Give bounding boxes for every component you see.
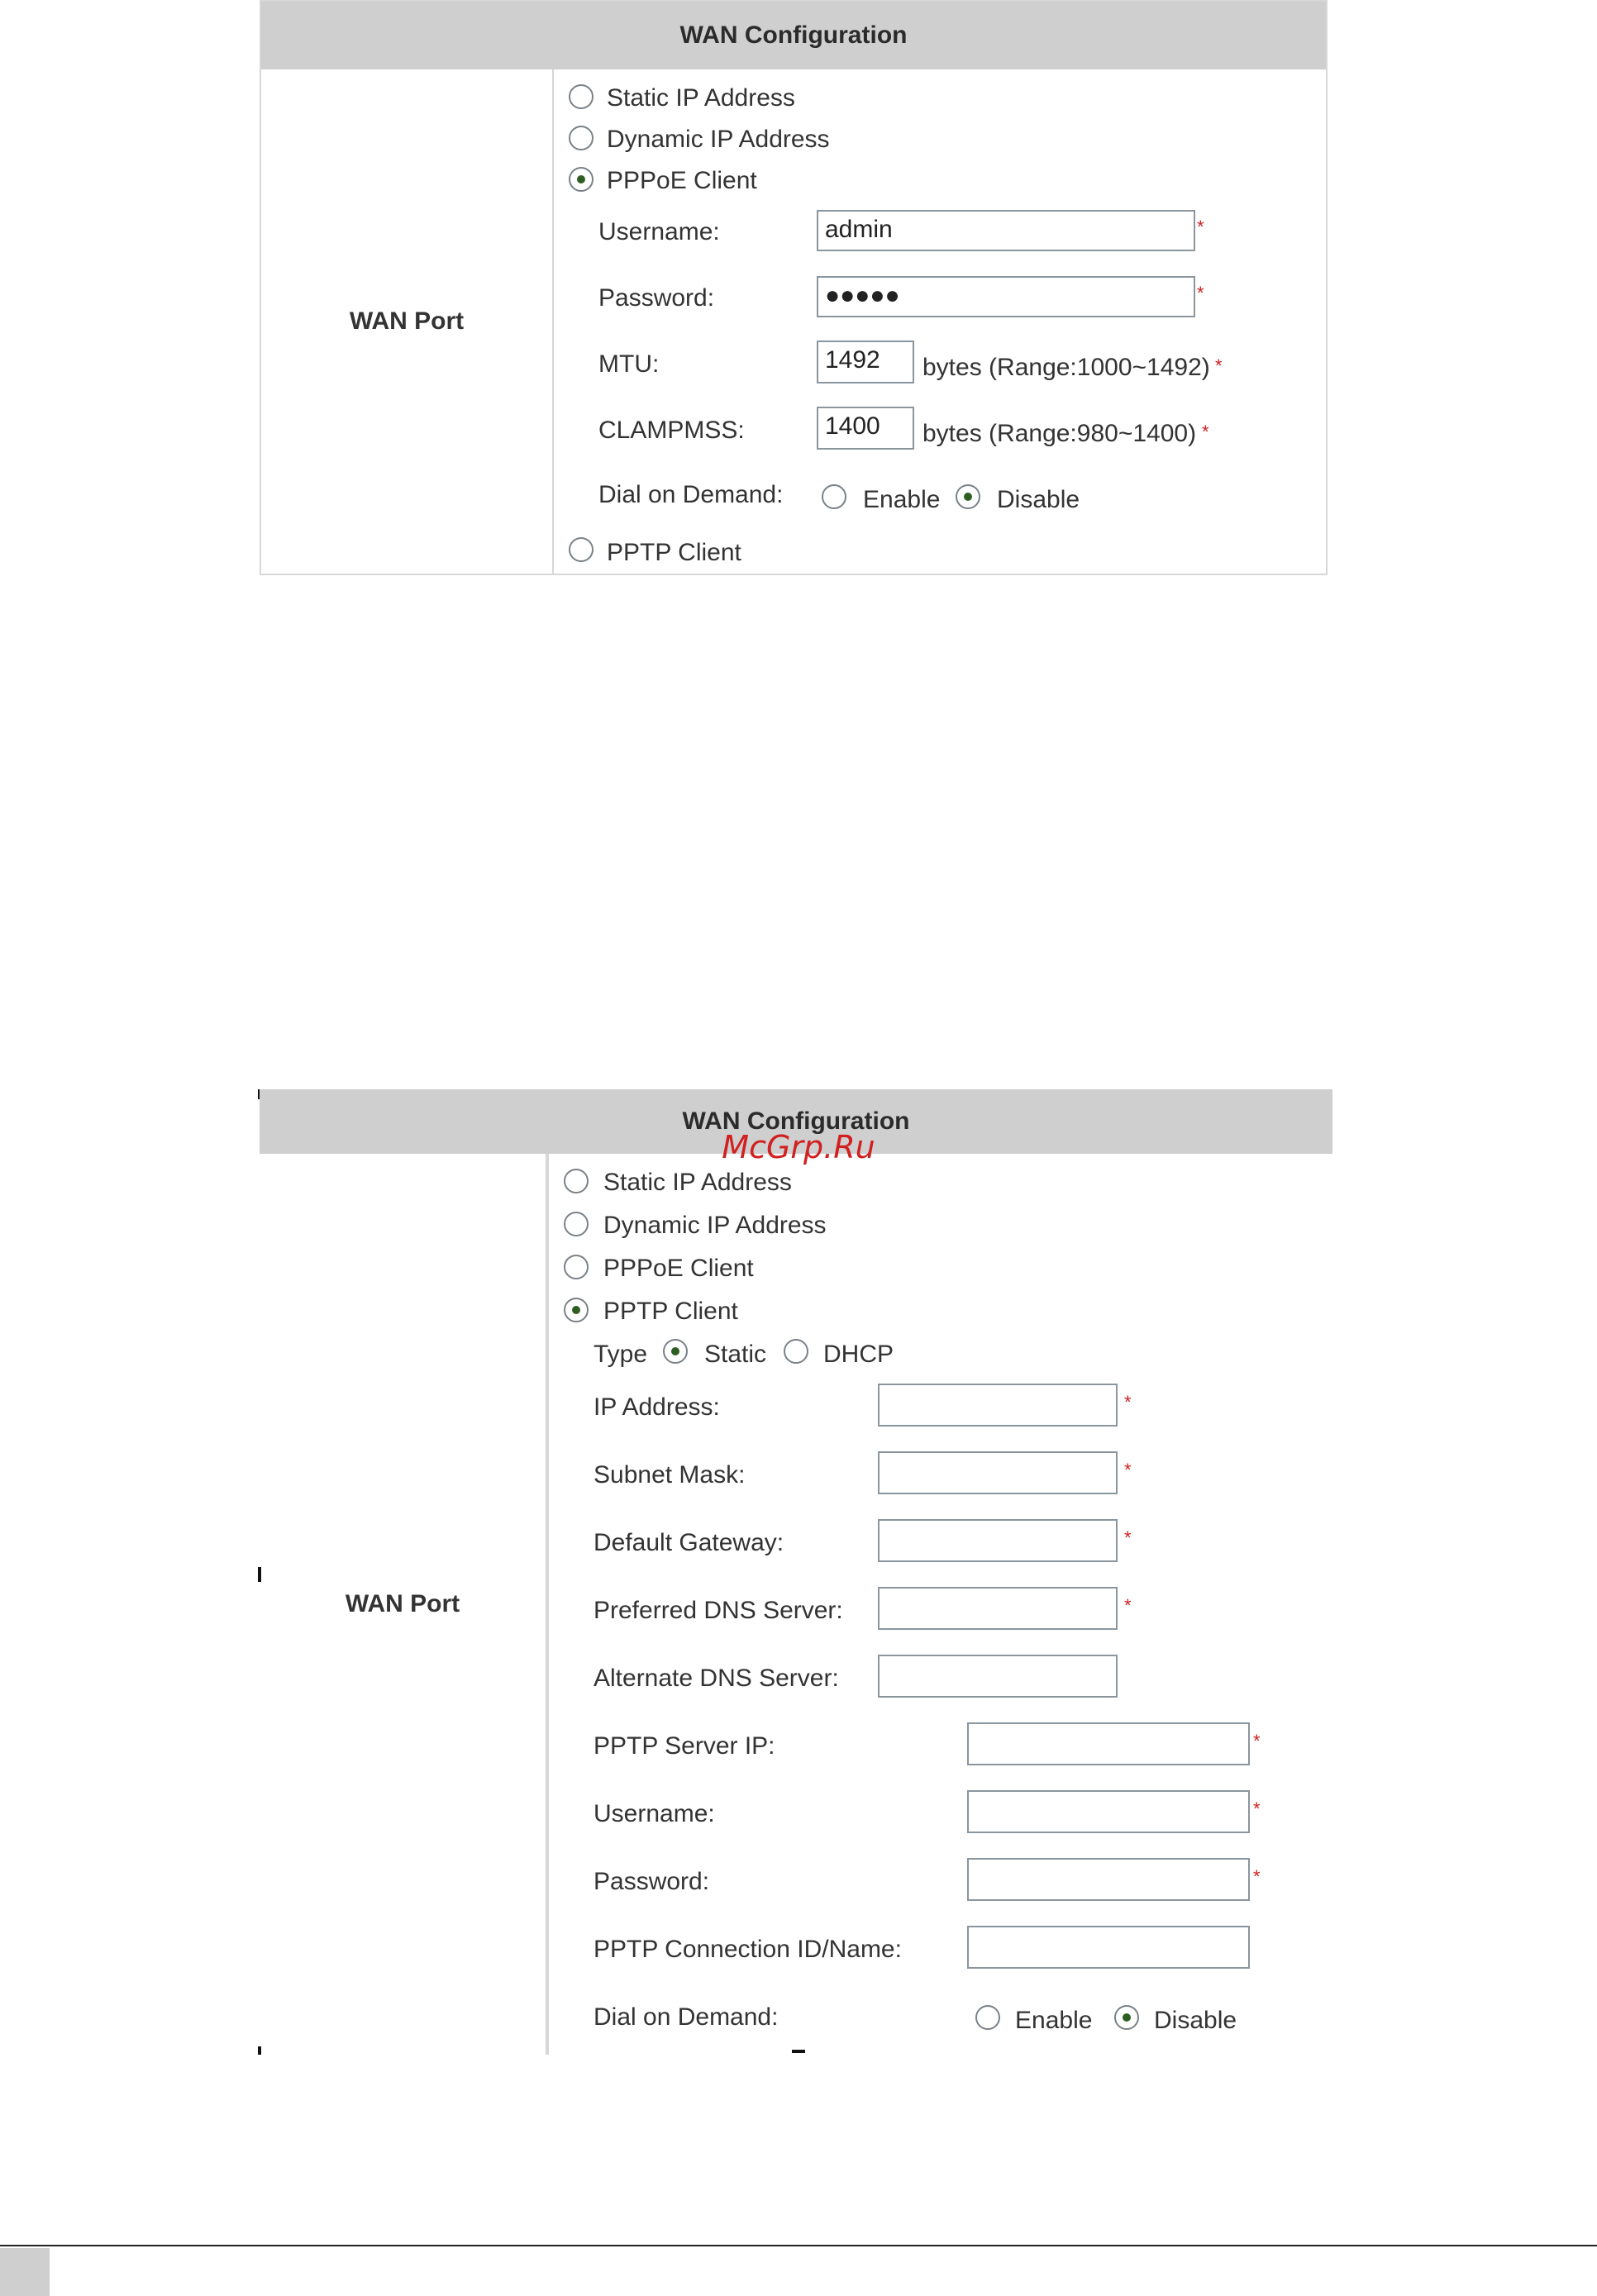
dial-enable-label: Enable xyxy=(1015,2007,1093,2034)
type-label: Type xyxy=(594,1341,648,1368)
required-marker: * xyxy=(1124,1527,1132,1548)
pptp-connection-id-label: PPTP Connection ID/Name: xyxy=(594,1936,902,1963)
option-pptp-label: PPTP Client xyxy=(603,1298,738,1325)
required-marker: * xyxy=(1197,283,1204,303)
clampmss-label: CLAMPMSS: xyxy=(598,417,745,444)
required-marker: * xyxy=(1197,217,1204,237)
alternate-dns-label: Alternate DNS Server: xyxy=(594,1665,839,1692)
panel-title: WAN Configuration xyxy=(260,1089,1332,1154)
scan-mark xyxy=(258,1567,261,1582)
radio-dynamic-ip[interactable] xyxy=(569,126,594,150)
username-label: Username: xyxy=(594,1800,715,1827)
radio-static-ip[interactable] xyxy=(564,1169,589,1193)
password-input[interactable]: ●●●●● xyxy=(817,276,1195,317)
radio-dial-enable[interactable] xyxy=(975,2005,1000,2030)
default-gateway-input[interactable] xyxy=(878,1519,1118,1562)
scan-mark xyxy=(258,2046,261,2055)
pptp-server-ip-input[interactable] xyxy=(967,1722,1250,1765)
mtu-label: MTU: xyxy=(598,350,660,378)
option-dynamic-ip-label: Dynamic IP Address xyxy=(603,1212,827,1239)
default-gateway-label: Default Gateway: xyxy=(594,1529,784,1556)
required-marker: * xyxy=(1124,1595,1132,1616)
username-input[interactable]: admin xyxy=(817,210,1195,251)
radio-dial-enable[interactable] xyxy=(822,484,846,509)
radio-pppoe-client[interactable] xyxy=(569,167,594,192)
subnet-mask-label: Subnet Mask: xyxy=(594,1461,746,1489)
option-pppoe-label: PPPoE Client xyxy=(603,1255,754,1282)
ip-address-label: IP Address: xyxy=(594,1393,720,1421)
option-dynamic-ip-label: Dynamic IP Address xyxy=(607,126,830,153)
radio-dial-disable[interactable] xyxy=(956,484,980,509)
clampmss-input[interactable]: 1400 xyxy=(817,407,914,450)
ip-address-input[interactable] xyxy=(878,1384,1118,1427)
radio-pppoe-client[interactable] xyxy=(564,1255,589,1279)
option-static-ip-label: Static IP Address xyxy=(603,1169,792,1196)
radio-type-static[interactable] xyxy=(663,1339,688,1364)
watermark-text: McGrp.Ru xyxy=(722,1129,875,1165)
preferred-dns-input[interactable] xyxy=(878,1587,1118,1630)
scan-mark xyxy=(792,2050,805,2053)
page-number-box xyxy=(0,2248,50,2296)
username-label: Username: xyxy=(598,218,720,245)
dial-on-demand-label: Dial on Demand: xyxy=(598,481,784,508)
required-marker: * xyxy=(1124,1460,1132,1480)
required-marker: * xyxy=(1253,1798,1261,1819)
radio-dial-disable[interactable] xyxy=(1114,2005,1139,2030)
dial-enable-label: Enable xyxy=(863,486,941,513)
option-pppoe-label: PPPoE Client xyxy=(607,167,757,194)
username-input[interactable] xyxy=(967,1790,1250,1833)
radio-pptp-client[interactable] xyxy=(564,1298,589,1322)
mtu-range-hint: bytes (Range:1000~1492) xyxy=(922,354,1210,381)
password-input[interactable] xyxy=(967,1858,1250,1901)
radio-static-ip[interactable] xyxy=(569,84,594,109)
dial-disable-label: Disable xyxy=(1154,2007,1237,2034)
dial-disable-label: Disable xyxy=(997,486,1080,513)
wan-port-label: WAN Port xyxy=(261,69,554,574)
preferred-dns-label: Preferred DNS Server: xyxy=(594,1597,843,1624)
radio-type-dhcp[interactable] xyxy=(784,1339,808,1364)
radio-pptp-client[interactable] xyxy=(569,537,594,562)
wan-port-label: WAN Port xyxy=(260,1154,549,2055)
password-label: Password: xyxy=(594,1868,710,1895)
type-dhcp-label: DHCP xyxy=(823,1341,894,1368)
type-static-label: Static xyxy=(704,1341,767,1368)
mtu-input[interactable]: 1492 xyxy=(817,341,914,383)
password-label: Password: xyxy=(598,284,715,312)
pptp-server-ip-label: PPTP Server IP: xyxy=(594,1732,775,1760)
subnet-mask-input[interactable] xyxy=(878,1451,1118,1494)
pptp-connection-id-input[interactable] xyxy=(967,1926,1250,1969)
required-marker: * xyxy=(1215,355,1223,376)
wan-config-panel-pppoe xyxy=(260,0,1328,575)
required-marker: * xyxy=(1253,1731,1261,1751)
alternate-dns-input[interactable] xyxy=(878,1655,1118,1698)
footer-rule xyxy=(0,2245,1597,2246)
clampmss-range-hint: bytes (Range:980~1400) xyxy=(922,420,1197,447)
option-static-ip-label: Static IP Address xyxy=(607,84,795,112)
wan-config-panel-pptp xyxy=(260,1089,1332,2055)
required-marker: * xyxy=(1253,1866,1261,1887)
panel-title: WAN Configuration xyxy=(261,2,1326,69)
required-marker: * xyxy=(1202,422,1209,442)
option-pptp-label: PPTP Client xyxy=(607,539,741,566)
required-marker: * xyxy=(1124,1392,1132,1412)
radio-dynamic-ip[interactable] xyxy=(564,1212,589,1236)
dial-on-demand-label: Dial on Demand: xyxy=(594,2003,779,2031)
